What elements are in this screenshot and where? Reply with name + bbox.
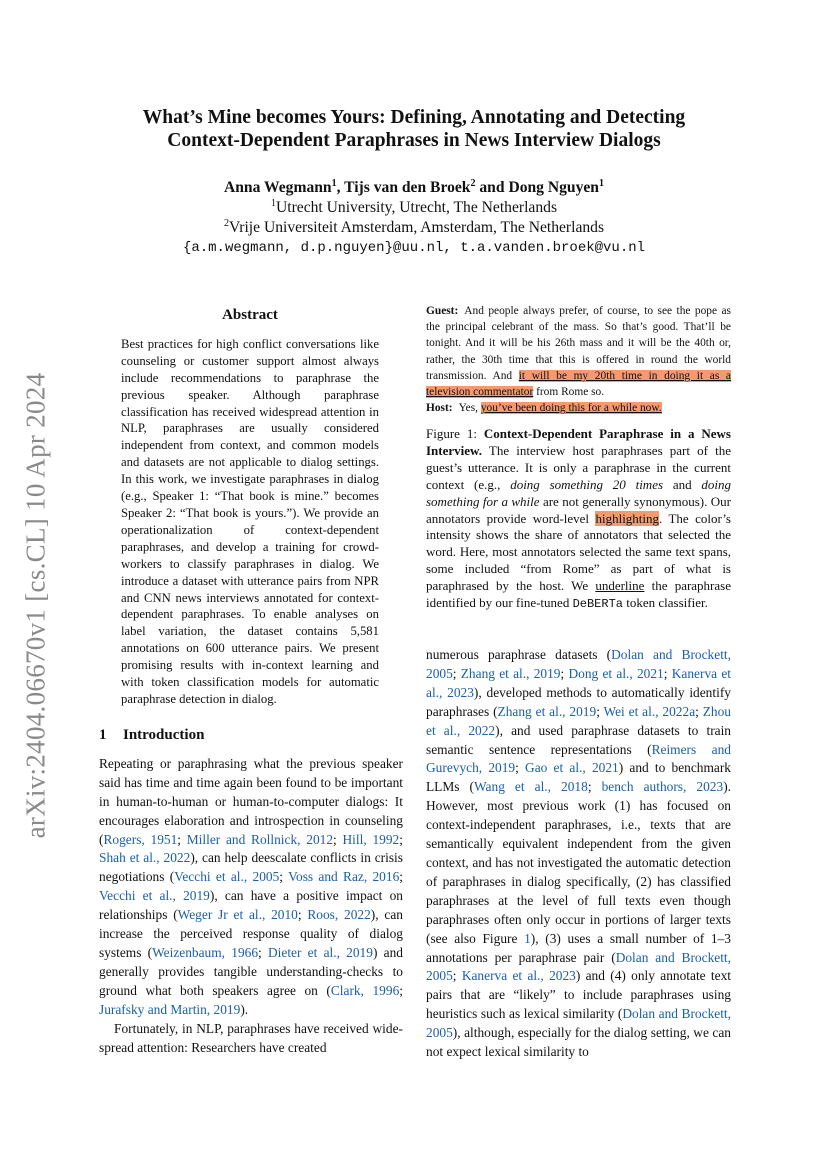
caption-label: Figure 1:	[426, 426, 477, 441]
citation-link[interactable]: Hill, 1992	[342, 831, 400, 847]
figure-ref-link[interactable]: 1	[524, 930, 531, 946]
host-text: Yes,	[458, 402, 481, 415]
citation-link[interactable]: Roos, 2022	[307, 907, 371, 923]
affiliation-2	[100, 218, 728, 238]
author-3: Dong Nguyen	[508, 179, 599, 196]
text-seg: ). However, most previous work (1) has focused on context-independent paraphrases, i.e., texts that are semantically equivalent independent from the given context, and has not investigated the automatic detection of paraphrases in dialog specifically, (2) has classified paraphrases at the level of full texts even though paraphrases often only occur in portions of larger texts (see also Figure	[426, 779, 731, 946]
caption-text	[426, 426, 731, 613]
guest-text: And people always prefer, of course, to see the pope as the principal celebrant of the mass. So that’s good. That’ll be tonight. And it will be his 26th mass and it will be the 40th or, rather, the 30th time that this is offered in round the world transmission. And	[426, 305, 731, 382]
citation-link[interactable]: Rogers, 1951	[103, 831, 178, 847]
title-line-2: Context-Dependent Paraphrases in News Interview Dialogs	[167, 130, 661, 151]
author-sep: and	[475, 179, 509, 196]
citation-link[interactable]: Miller and Rollnick, 2012	[186, 831, 334, 847]
caption-model-name: DeBERTa	[572, 597, 623, 612]
text-seg: numerous paraphrase datasets (	[426, 647, 612, 662]
section-title: Introduction	[123, 727, 205, 743]
arxiv-watermark	[18, 360, 54, 850]
citation-link[interactable]: Wang et al., 2018	[473, 779, 588, 795]
host-label: Host:	[426, 402, 453, 415]
text-seg: ;	[663, 665, 672, 681]
intro-paragraph-1	[99, 755, 403, 1020]
caption-seg: and	[663, 476, 702, 492]
affil-1-text: Utrecht University, Utrecht, The Netherlands	[275, 199, 558, 216]
text-seg: ;	[279, 869, 289, 885]
citation-link[interactable]: Dolan and Brockett, 2005	[426, 647, 731, 681]
text-seg: ;	[258, 944, 268, 960]
author-1-affil: 1	[331, 177, 337, 189]
text-seg: ;	[515, 760, 526, 776]
text-seg: ;	[399, 982, 403, 998]
text-seg: Repeating or paraphrasing what the previous speaker said has time and time again been found to be important in human-to-human or human-to-computer dialogs: It encourages elaboration and introspection in counseling (	[99, 755, 403, 847]
citation-link[interactable]: Dong et al., 2021	[568, 665, 664, 681]
citation-link[interactable]: Weger Jr et al., 2010	[177, 907, 298, 923]
text-seg: ) and generally provides tangible understanding-checks to ground what both speakers agree on (	[99, 944, 403, 998]
text-seg: ), and used paraphrase datasets to train semantic sentence representations (	[426, 722, 732, 757]
text-seg: ), can have a positive impact on relationships (	[99, 888, 403, 923]
caption-highlight-example: highlighting	[595, 510, 660, 526]
caption-seg: . The color’s intensity shows the share of annotators that selected the word. Here, most annotators selected the same text spans, some included “from Rome” as part of what is paraphrased by the host. We	[426, 510, 731, 594]
citation-link[interactable]: Zhang et al., 2019	[497, 703, 597, 719]
paper-title	[100, 106, 728, 152]
text-seg: ;	[333, 831, 343, 847]
figure-1-dialog	[426, 303, 731, 416]
citation-link[interactable]: Shah et al., 2022	[99, 850, 191, 866]
author-block	[100, 178, 728, 258]
title-line-1: What’s Mine becomes Yours: Defining, Annotating and Detecting	[142, 107, 686, 128]
caption-title: Context-Dependent Paraphrase in a News Interview.	[426, 426, 731, 458]
citation-link[interactable]: Vecchi et al., 2005	[174, 869, 280, 885]
caption-seg: the paraphrase identified by our fine-tuned	[426, 578, 731, 611]
intro-paragraph-2: Fortunately, in NLP, paraphrases have received wide-spread attention: Researchers have created	[99, 1020, 403, 1055]
text-seg: ), developed methods to automatically identify paraphrases (	[426, 684, 731, 719]
text-seg: ).	[240, 1001, 249, 1017]
affil-2-mark: 2	[223, 217, 229, 229]
caption-seg: The interview host paraphrases part of the guest’s utterance. It is only a paraphrase in the current context (e.g.,	[426, 442, 731, 492]
citation-link[interactable]: Vecchi et al., 2019	[99, 888, 210, 904]
text-seg: ) and (4) only annotate text pairs that are “likely” to include paraphrases using heuristics such as lexical similarity (	[426, 968, 731, 1022]
text-seg: ;	[399, 831, 403, 847]
guest-utterance	[426, 303, 731, 400]
citation-link[interactable]: Dieter et al., 2019	[267, 944, 373, 960]
text-seg: ;	[297, 907, 308, 923]
arxiv-id-text: arXiv:2404.06670v1 [cs.CL] 10 Apr 2024	[20, 372, 51, 838]
author-names	[100, 178, 728, 198]
citation-link[interactable]: Dolan and Brockett, 2005	[426, 949, 731, 984]
author-sep: ,	[336, 179, 345, 196]
abstract-text: Best practices for high conflict conversations like counseling or customer support almost always include recommendations to paraphrase the previous speaker. Although paraphrase classification has received widespread attention in NLP, paraphrases are usually considered independent from context, and common models and datasets are not applicable to dialog settings. In this work, we investigate paraphrases in dialog (e.g., Speaker 1: “That book is mine.” becomes Speaker 2: “That book is yours.”). We provide an operationalization of context-dependent paraphrases, and develop a training for crowd-workers to classify paraphrases in dialog. We introduce a dataset with utterance pairs from NPR and CNN news interviews annotated for context-dependent paraphrases. To enable analyses on label variation, the dataset contains 5,581 annotations on 600 utterance pairs. We present promising results with in-context learning and with token classification models for automatic paraphrase detection in dialog.	[121, 336, 379, 706]
citation-link[interactable]: Weizenbaum, 1966	[152, 944, 259, 960]
author-1: Anna Wegmann	[223, 179, 332, 196]
citation-link[interactable]: Kanerva et al., 2023	[461, 968, 576, 984]
citation-link[interactable]: Gao et al., 2021	[525, 760, 619, 776]
caption-seg: token classifier.	[623, 595, 708, 611]
citation-link[interactable]: Zhou et al., 2022	[426, 703, 731, 738]
host-utterance	[426, 400, 731, 416]
host-highlight: you’ve been doing this for a while now.	[480, 402, 662, 415]
citation-link[interactable]: Clark, 1996	[330, 982, 400, 998]
citation-link[interactable]: Dolan and Brockett, 2005	[426, 1006, 731, 1041]
guest-label: Guest:	[426, 305, 459, 317]
caption-italic: doing something 20 times	[510, 476, 664, 492]
text-seg: ), (3) uses a small number of 1–3 annotations per paraphrase pair (	[426, 930, 731, 965]
guest-text-end: from Rome so.	[533, 386, 605, 399]
text-seg: ), although, especially for the dialog setting, we can not expect lexical similarity to	[426, 1025, 731, 1060]
affil-1-mark: 1	[270, 197, 276, 209]
text-seg: ;	[452, 968, 462, 984]
introduction-section	[99, 726, 403, 1057]
citation-link[interactable]: Zhang et al., 2019	[460, 665, 561, 681]
text-seg: ;	[399, 869, 403, 885]
text-seg: ;	[596, 703, 604, 719]
text-seg: ;	[177, 831, 187, 847]
right-column-body	[426, 646, 731, 1062]
author-2-affil: 2	[470, 177, 476, 189]
text-seg: ) and to benchmark LLMs (	[426, 760, 731, 795]
text-seg: ;	[560, 665, 569, 681]
text-seg: ), can increase the perceived response quality of dialog systems (	[99, 907, 403, 960]
text-seg: ;	[695, 703, 703, 719]
affil-2-text: Vrije Universiteit Amsterdam, Amsterdam, The Netherlands	[228, 219, 605, 236]
caption-seg: are not generally synonymous). Our annotators provide word-level	[426, 493, 731, 526]
affiliation-1	[100, 198, 728, 218]
abstract-heading: Abstract	[222, 307, 278, 323]
citation-link[interactable]: Wei et al., 2022a	[603, 703, 696, 719]
author-2: Tijs van den Broek	[344, 179, 471, 196]
citation-link[interactable]: Kanerva et al., 2023	[426, 665, 731, 700]
citation-link[interactable]: bench authors, 2023	[601, 779, 724, 795]
abstract-section	[121, 306, 379, 708]
caption-underline-example: underline	[595, 578, 645, 594]
text-seg: ;	[452, 665, 461, 681]
guest-highlight: it will be my 20th time in doing it as a television commentator	[426, 369, 731, 399]
figure-1-caption	[426, 426, 731, 613]
citation-link[interactable]: Voss and Raz, 2016	[288, 869, 400, 885]
author-3-affil: 1	[599, 177, 604, 189]
citation-link[interactable]: Reimers and Gurevych, 2019	[426, 741, 731, 776]
text-seg: ), can help deescalate conflicts in crisis negotiations (	[99, 850, 403, 885]
text-seg: ;	[587, 779, 602, 795]
section-number: 1	[99, 727, 107, 743]
citation-link[interactable]: Jurafsky and Martin, 2019	[99, 1001, 241, 1017]
right-paragraph	[426, 646, 731, 1062]
caption-italic: doing something for a while	[426, 476, 731, 509]
author-emails: {a.m.wegmann, d.p.nguyen}@uu.nl, t.a.vanden.broek@vu.nl	[182, 240, 646, 256]
section-heading	[99, 726, 403, 745]
